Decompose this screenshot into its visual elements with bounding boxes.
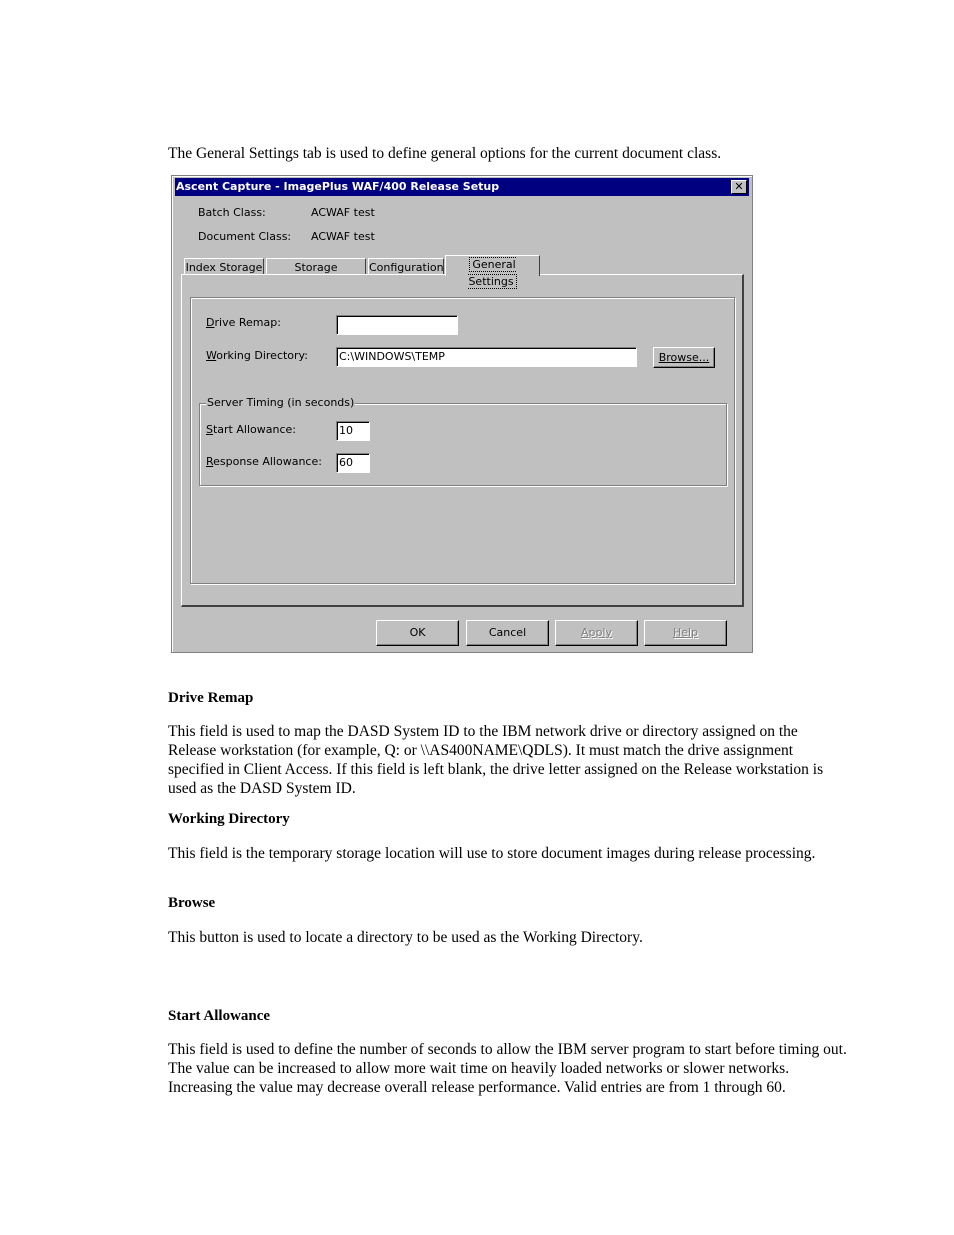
document-class-value: ACWAF test (311, 230, 375, 243)
tab-index-storage[interactable]: Index Storage (184, 258, 264, 276)
release-setup-dialog (171, 175, 753, 653)
section-heading-drive-remap: Drive Remap (168, 690, 254, 706)
browse-button-label: Browse... (658, 351, 710, 364)
tab-general-settings-label: General Settings (468, 258, 516, 288)
help-button[interactable] (644, 620, 727, 646)
intro-text: The General Settings tab is used to define general options for the current document class. (168, 145, 722, 162)
response-allowance-label: Response Allowance: (206, 455, 322, 468)
working-directory-input[interactable]: C:\WINDOWS\TEMP (336, 347, 637, 367)
help-button-label: Help (672, 626, 699, 639)
server-timing-group (199, 403, 727, 486)
tab-configuration[interactable]: Configuration (368, 258, 444, 276)
section-text-browse: This button is used to locate a directory to be used as the Working Directory. (168, 929, 643, 946)
batch-class-value: ACWAF test (311, 206, 375, 219)
start-allowance-label: Start Allowance: (206, 423, 296, 436)
cancel-button[interactable]: Cancel (466, 620, 549, 646)
section-text-working-directory: This field is the temporary storage location will use to store document images during release processing. (168, 845, 816, 862)
batch-class-label: Batch Class: (198, 206, 266, 219)
working-directory-label: Working Directory: (206, 349, 308, 362)
section-heading-working-directory: Working Directory (168, 811, 290, 827)
drive-remap-input[interactable] (336, 315, 458, 335)
apply-button[interactable] (555, 620, 638, 646)
section-heading-browse: Browse (168, 895, 216, 911)
tab-general-settings[interactable] (445, 255, 540, 288)
drive-remap-label: Drive Remap: (206, 316, 281, 329)
dialog-title: Ascent Capture - ImagePlus WAF/400 Release Setup (176, 180, 500, 193)
apply-button-label: Apply (580, 626, 613, 639)
document-class-label: Document Class: (198, 230, 292, 243)
browse-button[interactable] (653, 347, 715, 368)
tab-storage-properties[interactable]: Storage (266, 258, 366, 276)
dialog-titlebar (175, 178, 749, 196)
close-icon[interactable]: ✕ (731, 180, 747, 194)
start-allowance-input[interactable]: 10 (336, 421, 370, 441)
section-text-drive-remap: This field is used to map the DASD System ID to the IBM network drive or directory assigned on the Release workstation (for example, Q: or \\AS400NAME\QDLS). It must match the drive assignment specified in Client Access. If this field is left blank, the drive letter assigned on the Release workstation is used as the DASD System ID. (168, 723, 824, 797)
response-allowance-input[interactable]: 60 (336, 453, 370, 473)
general-settings-panel (181, 274, 744, 607)
server-timing-legend: Server Timing (in seconds) (207, 396, 355, 409)
ok-button[interactable]: OK (376, 620, 459, 646)
section-heading-start-allowance: Start Allowance (168, 1008, 271, 1024)
section-text-start-allowance: This field is used to define the number of seconds to allow the IBM server program to start before timing out. The value can be increased to allow more wait time on heavily loaded networks or slower networks. Increasing the value may decrease overall release performance. Valid entries are from 1 through 60. (168, 1041, 847, 1096)
